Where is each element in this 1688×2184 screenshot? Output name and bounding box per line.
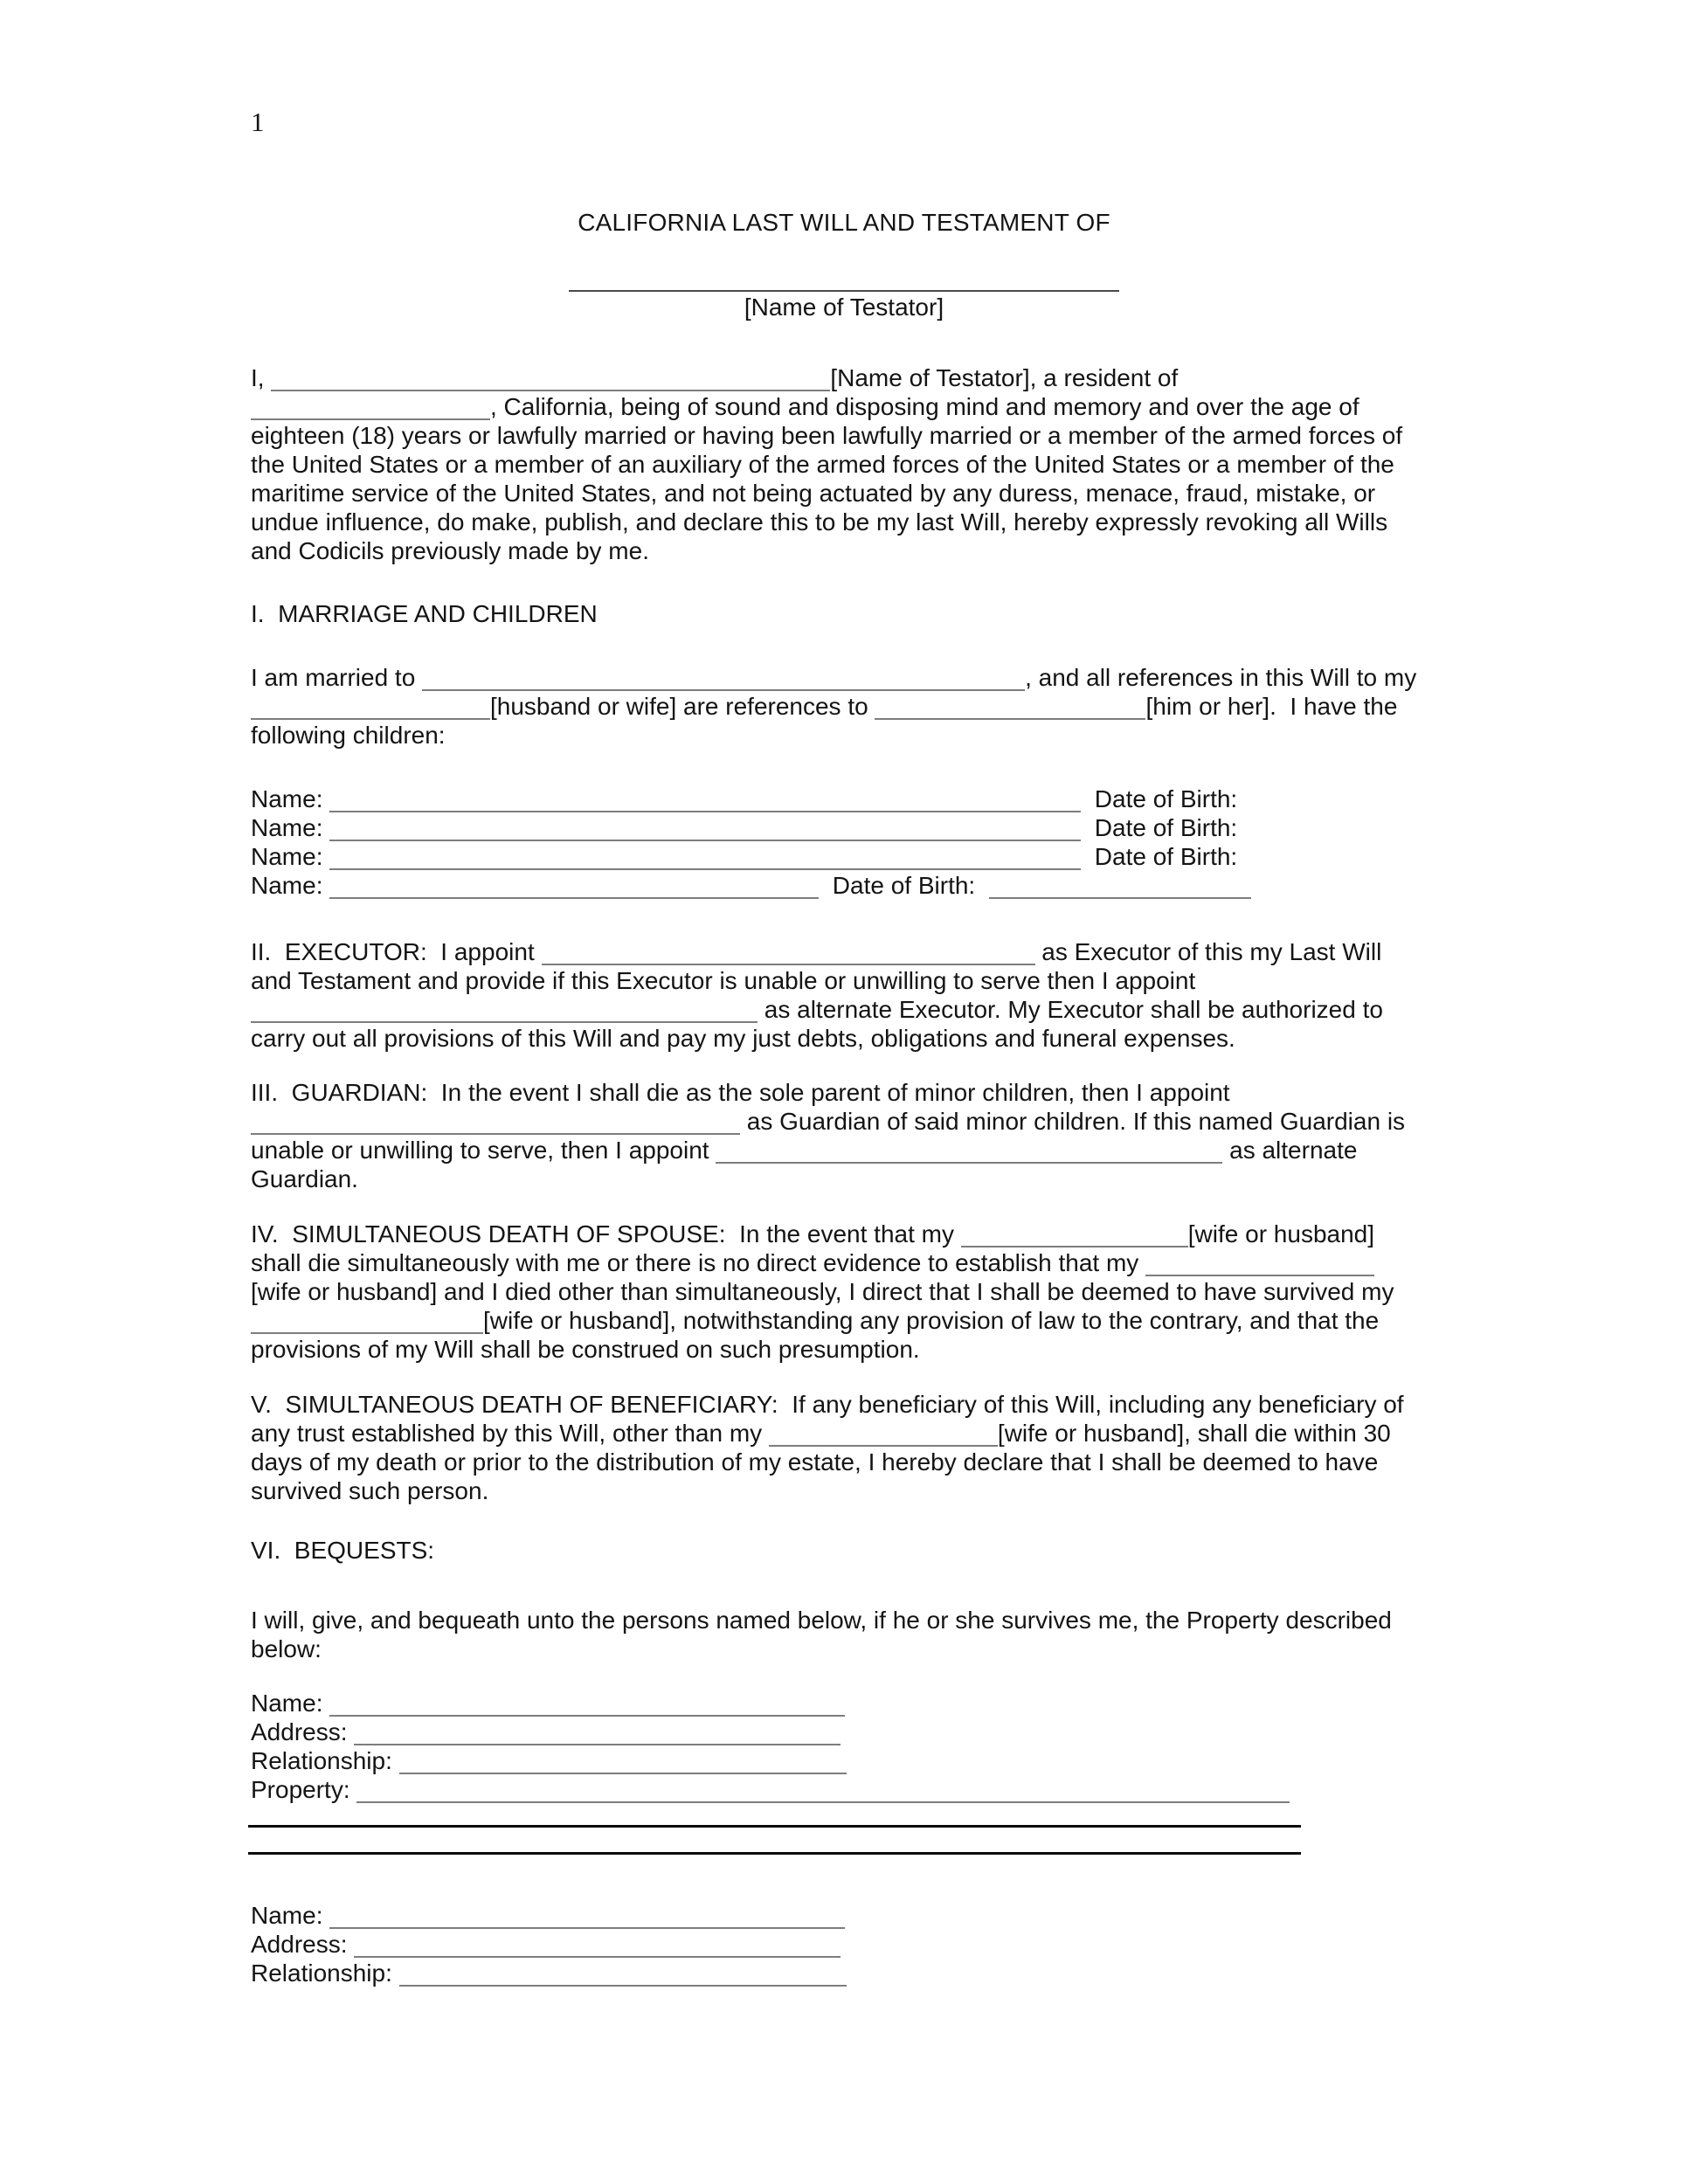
blank-field bbox=[251, 1107, 740, 1135]
text-run: Name: bbox=[251, 785, 330, 812]
document-line bbox=[251, 663, 1416, 692]
document-line bbox=[251, 1078, 1405, 1107]
testator-name-blank-line bbox=[569, 262, 1119, 292]
blank-field bbox=[422, 663, 1025, 691]
text-run: Name: bbox=[251, 1690, 330, 1717]
text-run: [wife or husband] bbox=[1187, 1220, 1375, 1248]
text-run: and Codicils previously made by me. bbox=[251, 537, 649, 564]
text-run: [wife or husband] and I died other than simultaneously, I direct that I shall be deemed to have survived my bbox=[251, 1278, 1394, 1305]
document-line bbox=[251, 1689, 1290, 1717]
section-heading-bequests bbox=[251, 1536, 434, 1565]
document-line bbox=[251, 508, 1402, 536]
document-line bbox=[251, 721, 1416, 750]
text-run: eighteen (18) years or lawfully married or having been lawfully married or a member of the armed forces of bbox=[251, 422, 1403, 449]
document-line bbox=[251, 1220, 1394, 1248]
blank-field bbox=[354, 1930, 841, 1958]
property-writing-line-1 bbox=[248, 1825, 1301, 1828]
text-run: provisions of my Will shall be construed on such presumption. bbox=[251, 1336, 920, 1363]
text-run: maritime service of the United States, and not being actuated by any duress, menace, fraud, mistake, or bbox=[251, 480, 1376, 507]
bequest-entry-1 bbox=[251, 1689, 1290, 1804]
document-line bbox=[251, 995, 1383, 1024]
document-line bbox=[251, 421, 1402, 450]
text-run: [wife or husband], shall die within 30 bbox=[997, 1420, 1391, 1447]
text-run: Name: bbox=[251, 872, 330, 899]
text-run: and Testament and provide if this Executor is unable or unwilling to serve then I appoint bbox=[251, 967, 1196, 994]
bequests-intro bbox=[251, 1606, 1392, 1663]
text-run: as Executor of this my Last Will bbox=[1034, 938, 1382, 965]
text-run: IV. SIMULTANEOUS DEATH OF SPOUSE: In the event that my bbox=[251, 1220, 961, 1248]
blank-field bbox=[329, 1689, 845, 1717]
text-run: Date of Birth: bbox=[819, 872, 989, 899]
text-run: Date of Birth: bbox=[1081, 843, 1238, 870]
text-run: unable or unwilling to serve, then I appoint bbox=[251, 1137, 716, 1164]
page-number: 1 bbox=[251, 107, 265, 137]
text-run: [wife or husband], notwithstanding any provision of law to the contrary, and that the bbox=[483, 1307, 1380, 1334]
document-line bbox=[251, 450, 1402, 479]
document-line bbox=[251, 784, 1251, 813]
blank-field bbox=[399, 1959, 847, 1987]
blank-field bbox=[271, 363, 830, 391]
blank-field bbox=[329, 842, 1081, 870]
document-line bbox=[251, 1901, 847, 1930]
marriage-paragraph bbox=[251, 663, 1416, 750]
document-line bbox=[251, 1306, 1394, 1335]
text-run: I will, give, and bequeath unto the persons named below, if he or she survives me, the Property described bbox=[251, 1607, 1392, 1634]
document-line bbox=[251, 1746, 1290, 1775]
text-run: Address: bbox=[251, 1931, 355, 1958]
section-guardian bbox=[251, 1078, 1405, 1193]
text-run: Address: bbox=[251, 1718, 355, 1745]
blank-field bbox=[1145, 1248, 1374, 1276]
text-run: Name: bbox=[251, 1902, 330, 1929]
document-line bbox=[251, 1335, 1394, 1364]
text-run: below: bbox=[251, 1635, 322, 1662]
text-run: Guardian. bbox=[251, 1165, 358, 1192]
text-run: as Guardian of said minor children. If this named Guardian is bbox=[740, 1108, 1406, 1135]
blank-field bbox=[251, 995, 758, 1023]
document-line bbox=[251, 1107, 1405, 1136]
blank-field bbox=[875, 692, 1145, 720]
blank-field bbox=[542, 937, 1035, 965]
document-title-block bbox=[0, 208, 1688, 237]
section-simultaneous-death-beneficiary bbox=[251, 1390, 1404, 1505]
document-line bbox=[251, 1448, 1404, 1476]
text-run: undue influence, do make, publish, and declare this to be my last Will, hereby expressly revoking all Wills bbox=[251, 508, 1388, 536]
text-run: II. EXECUTOR: I appoint bbox=[251, 938, 542, 965]
text-run: Relationship: bbox=[251, 1959, 399, 1987]
document-line bbox=[251, 1165, 1405, 1193]
text-run: Relationship: bbox=[251, 1747, 399, 1774]
document-line bbox=[251, 1775, 1290, 1804]
blank-field bbox=[251, 392, 490, 420]
document-line bbox=[251, 1277, 1394, 1306]
blank-field bbox=[961, 1220, 1188, 1248]
document-line bbox=[251, 479, 1402, 508]
document-line bbox=[251, 813, 1251, 842]
text-run: III. GUARDIAN: In the event I shall die as the sole parent of minor children, then I appoint bbox=[251, 1079, 1230, 1106]
document-line bbox=[251, 536, 1402, 565]
text-run: any trust established by this Will, other than my bbox=[251, 1420, 769, 1447]
blank-field bbox=[399, 1746, 847, 1774]
document-title: CALIFORNIA LAST WILL AND TESTAMENT OF bbox=[578, 209, 1110, 236]
blank-field bbox=[251, 692, 490, 720]
text-run: I. MARRIAGE AND CHILDREN bbox=[251, 600, 598, 627]
document-line bbox=[251, 392, 1402, 421]
text-run: VI. BEQUESTS: bbox=[251, 1537, 435, 1564]
text-run: , California, being of sound and disposing mind and memory and over the age of bbox=[490, 393, 1359, 420]
document-line bbox=[251, 1390, 1404, 1419]
children-list bbox=[251, 784, 1251, 900]
document-line bbox=[251, 1536, 434, 1565]
document-line bbox=[251, 1959, 847, 1987]
text-run: the United States or a member of an auxiliary of the armed forces of the United States or a member of the bbox=[251, 451, 1394, 478]
document-line bbox=[251, 1930, 847, 1959]
document-line bbox=[251, 871, 1251, 900]
document-line bbox=[251, 1248, 1394, 1277]
text-run: as alternate bbox=[1222, 1137, 1358, 1164]
bequest-entry-2 bbox=[251, 1901, 847, 1987]
text-run: carry out all provisions of this Will and pay my just debts, obligations and funeral expenses. bbox=[251, 1025, 1235, 1052]
property-writing-line-2 bbox=[248, 1852, 1301, 1855]
blank-field bbox=[356, 1775, 1290, 1803]
document-line bbox=[251, 692, 1416, 721]
document-line bbox=[251, 1136, 1405, 1165]
document-line bbox=[251, 1717, 1290, 1746]
text-run: [Name of Testator], a resident of bbox=[830, 364, 1179, 391]
document-line bbox=[251, 842, 1251, 871]
section-heading-marriage bbox=[251, 599, 598, 628]
section-simultaneous-death-spouse bbox=[251, 1220, 1394, 1364]
document-line bbox=[251, 1419, 1404, 1448]
text-run: as alternate Executor. My Executor shall be authorized to bbox=[758, 996, 1383, 1023]
text-run: [husband or wife] are references to bbox=[490, 693, 875, 720]
document-line bbox=[251, 1606, 1392, 1635]
blank-field bbox=[769, 1419, 998, 1447]
text-run: Date of Birth: bbox=[1081, 785, 1238, 812]
text-run: , and all references in this Will to my bbox=[1025, 664, 1417, 691]
text-run: Property: bbox=[251, 1776, 357, 1803]
blank-field bbox=[329, 1901, 845, 1929]
text-run: days of my death or prior to the distribution of my estate, I hereby declare that I shall be deemed to have bbox=[251, 1448, 1379, 1476]
document-line bbox=[251, 1476, 1404, 1505]
blank-field bbox=[329, 871, 819, 899]
blank-field bbox=[989, 871, 1251, 899]
blank-field bbox=[329, 813, 1081, 841]
document-line bbox=[251, 599, 598, 628]
blank-field bbox=[329, 784, 1081, 812]
blank-field bbox=[251, 1306, 483, 1334]
text-run: survived such person. bbox=[251, 1477, 489, 1504]
blank-field bbox=[354, 1717, 841, 1745]
document-line bbox=[251, 1024, 1383, 1053]
text-run: V. SIMULTANEOUS DEATH OF BENEFICIARY: If any beneficiary of this Will, including any beneficiary of bbox=[251, 1391, 1404, 1418]
testator-name-block bbox=[0, 262, 1688, 321]
text-run: Name: bbox=[251, 814, 330, 841]
text-run: following children: bbox=[251, 722, 446, 749]
document-line bbox=[251, 1635, 1392, 1663]
text-run: Name: bbox=[251, 843, 330, 870]
document-line bbox=[251, 937, 1383, 966]
text-run: Date of Birth: bbox=[1081, 814, 1238, 841]
document-line bbox=[251, 966, 1383, 995]
text-run: [him or her]. I have the bbox=[1145, 693, 1398, 720]
text-run: I, bbox=[251, 364, 272, 391]
testator-name-label: [Name of Testator] bbox=[744, 294, 944, 321]
opening-paragraph bbox=[251, 363, 1402, 565]
blank-field bbox=[716, 1136, 1222, 1164]
text-run: I am married to bbox=[251, 664, 423, 691]
document-line bbox=[251, 363, 1402, 392]
text-run: shall die simultaneously with me or there is no direct evidence to establish that my bbox=[251, 1249, 1146, 1276]
section-executor bbox=[251, 937, 1383, 1053]
